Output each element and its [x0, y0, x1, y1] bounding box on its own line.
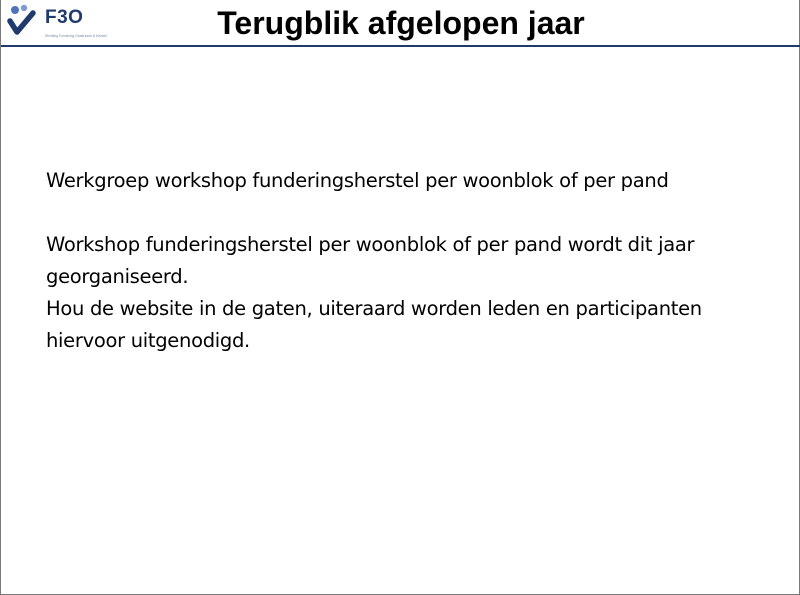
logo-check-icon: [7, 4, 43, 40]
logo-text: F3O: [45, 7, 84, 28]
page-title: Terugblik afgelopen jaar: [217, 5, 585, 41]
header-divider: [1, 45, 800, 47]
body-paragraph-2: Hou de website in de gaten, uiteraard worden leden en participanten hiervoor uitgenodigd.: [46, 297, 702, 352]
body-paragraph-1: Workshop funderingsherstel per woonblok of per pand wordt dit jaar georganiseerd.: [46, 233, 695, 288]
slide-header: [1, 0, 800, 46]
spacer: [46, 197, 786, 229]
body-heading: Werkgroep workshop funderingsherstel per woonblok of per pand: [46, 169, 669, 192]
logo-tagline: Stichting Fundering Onderzoek & Herstel: [45, 34, 107, 38]
slide-body: [46, 165, 786, 357]
f3o-logo: [7, 4, 147, 42]
